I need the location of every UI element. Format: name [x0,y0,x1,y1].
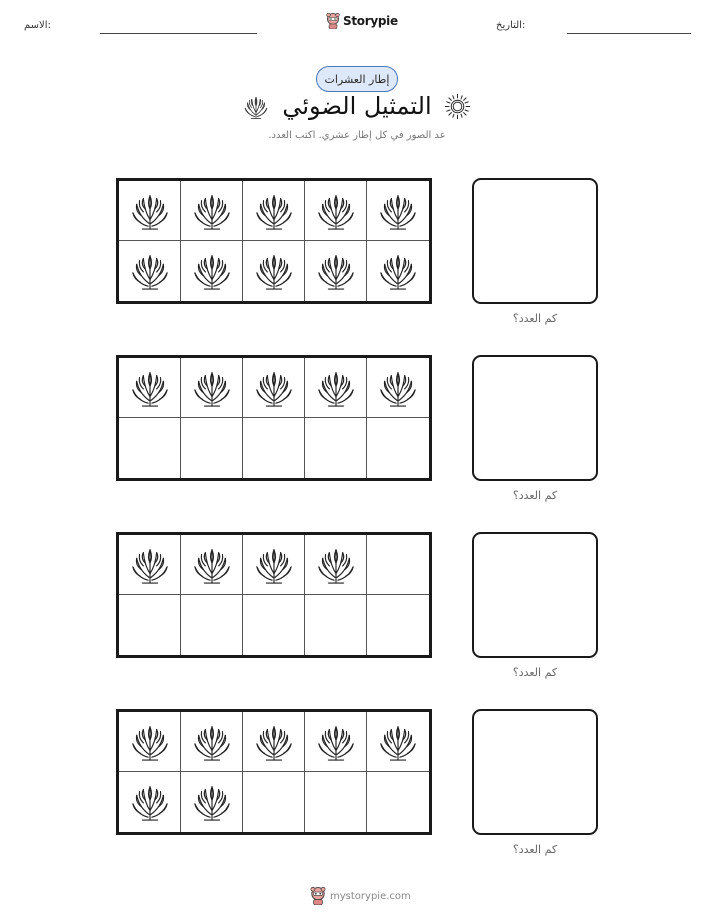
coral-icon [131,251,169,291]
coral-icon [131,191,169,231]
category-badge [316,66,398,92]
answer-box[interactable] [472,532,598,658]
coral-icon [379,722,417,762]
ten-frame-cell [305,535,367,595]
ten-frame-cell [305,241,367,301]
ten-frame-cell [305,358,367,418]
ten-frame-cell [305,595,367,655]
ten-frame-cell [181,595,243,655]
ten-frame-cell [243,358,305,418]
date-label: التاريخ: [496,20,526,31]
ten-frame-cell [367,241,429,301]
coral-icon [255,368,293,408]
coral-icon [131,368,169,408]
ten-frame-cell [367,418,429,478]
answer-question: كم العدد؟ [512,843,558,856]
ten-frame [116,532,432,658]
ten-frame-cell [305,772,367,832]
instructions: عد الصور في كل إطار عشري. اكتب العدد. [268,130,446,141]
footer [310,887,411,905]
ten-frame-cell [367,181,429,241]
category-label: إطار العشرات [324,72,390,86]
coral-icon [131,782,169,822]
answer-box[interactable] [472,355,598,481]
coral-icon [193,251,231,291]
ten-frame-cell [243,535,305,595]
coral-icon [193,191,231,231]
ten-frame-cell [243,241,305,301]
coral-icon [244,94,268,120]
ten-frame-cell [243,712,305,772]
ten-frame-cell [119,595,181,655]
coral-icon [317,191,355,231]
ten-frame [116,178,432,304]
coral-icon [255,251,293,291]
ten-frame-cell [305,418,367,478]
ten-frame-cell [367,712,429,772]
coral-icon [193,782,231,822]
ten-frame-cell [243,595,305,655]
coral-icon [255,191,293,231]
coral-icon [255,545,293,585]
ten-frame-cell [119,181,181,241]
sun-icon [444,93,471,120]
mascot-icon [326,13,340,29]
ten-frame-cell [367,595,429,655]
ten-frame-cell [119,772,181,832]
coral-icon [255,722,293,762]
coral-icon [193,368,231,408]
ten-frame-cell [181,358,243,418]
answer-question: كم العدد؟ [512,312,558,325]
answer-question: كم العدد؟ [512,666,558,679]
ten-frame-cell [181,418,243,478]
ten-frame-cell [181,535,243,595]
ten-frame-cell [181,712,243,772]
answer-question: كم العدد؟ [512,489,558,502]
date-line[interactable] [567,33,691,34]
brand-name: Storypie [343,14,398,28]
ten-frame-cell [119,535,181,595]
coral-icon [317,722,355,762]
name-label: الاسم: [24,20,51,31]
ten-frame-cell [181,181,243,241]
coral-icon [379,368,417,408]
answer-box[interactable] [472,178,598,304]
brand-logo [326,13,398,29]
coral-icon [193,722,231,762]
ten-frame-cell [119,358,181,418]
coral-icon [379,251,417,291]
ten-frame-cell [243,181,305,241]
footer-site: mystorypie.com [330,890,411,902]
ten-frame-cell [305,712,367,772]
coral-icon [193,545,231,585]
coral-icon [317,545,355,585]
ten-frame-cell [367,358,429,418]
ten-frame-cell [119,712,181,772]
ten-frame [116,355,432,481]
name-line[interactable] [100,33,257,34]
ten-frame-cell [367,772,429,832]
page-title: التمثيل الضوئي [282,92,432,120]
ten-frame [116,709,432,835]
ten-frame-cell [243,772,305,832]
ten-frame-cell [243,418,305,478]
coral-icon [131,545,169,585]
coral-icon [131,722,169,762]
coral-icon [317,368,355,408]
ten-frame-cell [119,241,181,301]
ten-frame-cell [119,418,181,478]
ten-frame-cell [181,772,243,832]
answer-box[interactable] [472,709,598,835]
mascot-icon [310,887,326,905]
coral-icon [317,251,355,291]
ten-frame-cell [367,535,429,595]
ten-frame-cell [181,241,243,301]
coral-icon [379,191,417,231]
ten-frame-cell [305,181,367,241]
